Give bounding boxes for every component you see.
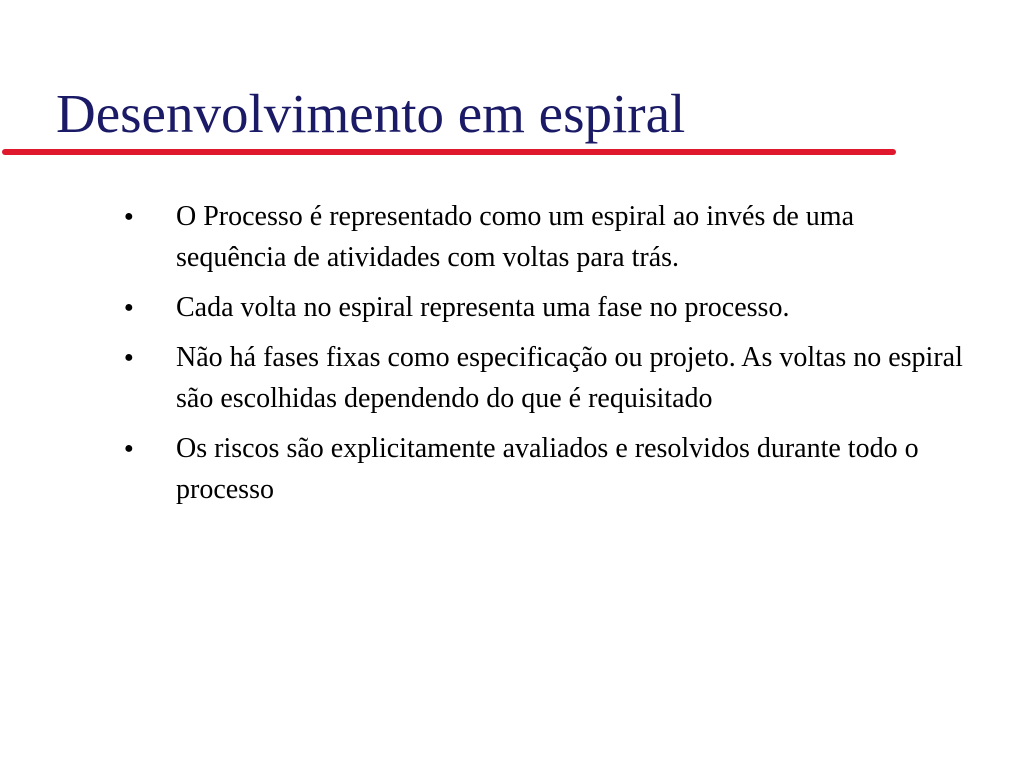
- bullet-text: Os riscos são explicitamente avaliados e resolvidos durante todo o processo: [176, 433, 919, 505]
- bullet-dot-icon: ●: [124, 349, 134, 366]
- bullet-text: Cada volta no espiral representa uma fase no processo.: [176, 292, 790, 323]
- bullet-item: [122, 337, 982, 419]
- bullet-list: [122, 196, 982, 519]
- bullet-item: [122, 196, 982, 278]
- bullet-text: O Processo é representado como um espiral ao invés de uma sequência de atividades com voltas para trás.: [176, 201, 855, 273]
- bullet-text: Não há fases fixas como especificação ou projeto. As voltas no espiral são escolhidas dependendo do que é requisitado: [176, 342, 963, 414]
- bullet-dot-icon: ●: [124, 299, 134, 316]
- bullet-item: [122, 428, 982, 510]
- bullet-dot-icon: ●: [124, 208, 134, 225]
- bullet-dot-icon: ●: [124, 440, 134, 457]
- bullet-item: [122, 287, 982, 328]
- title-underline-rule: [2, 149, 896, 155]
- slide-title: Desenvolvimento em espiral: [56, 83, 686, 144]
